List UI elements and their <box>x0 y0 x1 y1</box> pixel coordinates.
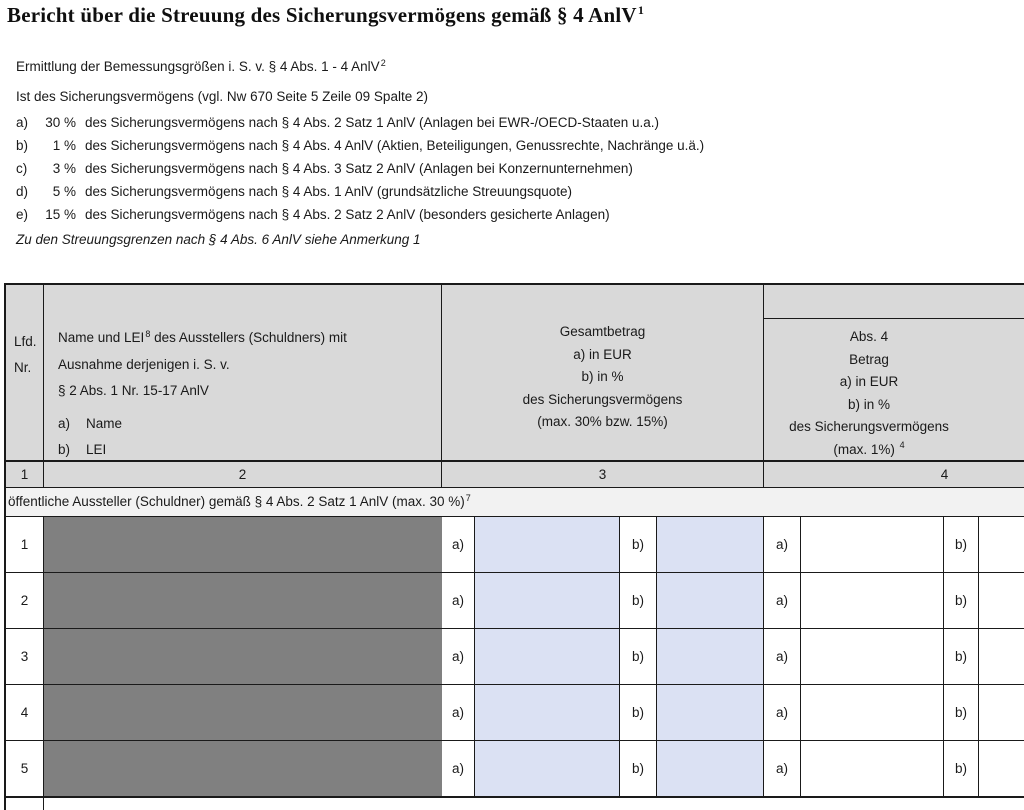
label-b: b) <box>944 517 979 572</box>
footnote-marker-8: 8 <box>145 328 151 339</box>
row-number: 3 <box>6 629 44 684</box>
row-2-total-eur-field[interactable] <box>475 573 620 628</box>
row-1-total-eur-field[interactable] <box>475 517 620 572</box>
row-number-cell <box>6 798 44 810</box>
label-a: a) <box>442 517 475 572</box>
header-line <box>58 325 441 352</box>
header-line: des Sicherungsvermögens <box>789 419 949 434</box>
header-sub-item-a <box>58 411 441 438</box>
label-a: a) <box>764 685 801 740</box>
header-line: a) in EUR <box>573 346 632 362</box>
header-line: § 2 Abs. 1 Nr. 15-17 AnlV <box>58 383 209 398</box>
row-3-abs4-pct-field[interactable] <box>979 629 1024 684</box>
row-2-abs4-eur-field[interactable] <box>801 573 944 628</box>
sub-item-label: b) <box>58 442 71 457</box>
row-1-abs4-eur-field[interactable] <box>801 517 944 572</box>
criteria-item-c <box>16 157 704 180</box>
row-3-total-eur-field[interactable] <box>475 629 620 684</box>
col-number-3: 3 <box>442 462 764 488</box>
item-label: e) <box>16 206 29 222</box>
item-percentage: 1 % <box>52 137 76 153</box>
page-title-text: Bericht über die Streuung des Sicherungsvermögens gemäß § 4 AnlV <box>7 3 637 27</box>
row-number: 4 <box>6 685 44 740</box>
intro-block <box>16 57 704 250</box>
table-row-4 <box>6 685 1024 741</box>
item-percentage: 15 % <box>45 206 76 222</box>
label-b: b) <box>944 573 979 628</box>
row-1-total-pct-field[interactable] <box>657 517 764 572</box>
row-4-total-pct-field[interactable] <box>657 685 764 740</box>
col-number-2: 2 <box>44 462 442 488</box>
item-percentage: 5 % <box>52 183 76 199</box>
table-body <box>6 517 1024 810</box>
item-label: d) <box>16 183 29 199</box>
row-1-abs4-pct-field[interactable] <box>979 517 1024 572</box>
row-5-total-pct-field[interactable] <box>657 741 764 796</box>
footnote-marker-2: 2 <box>380 57 386 68</box>
footnote-marker-4: 4 <box>899 440 905 450</box>
sub-item-text: LEI <box>86 442 107 457</box>
label-b: b) <box>620 573 657 628</box>
col-header-gesamtbetrag <box>442 285 764 460</box>
col-header-abs4 <box>764 319 1024 460</box>
header-line: Betrag <box>849 351 889 367</box>
header-line: des Sicherungsvermögens <box>522 391 683 407</box>
item-text: des Sicherungsvermögens nach § 4 Abs. 1 AnlV (grundsätzliche Streuungsquote) <box>85 183 573 199</box>
label-b: b) <box>944 741 979 796</box>
item-label: a) <box>16 114 29 130</box>
header-line: Lfd. <box>14 334 37 349</box>
label-a: a) <box>442 573 475 628</box>
label-a: a) <box>764 573 801 628</box>
footnote-reference: Zu den Streuungsgrenzen nach § 4 Abs. 6 AnlV siehe Anmerkung 1 <box>16 232 421 247</box>
item-label: b) <box>16 137 29 153</box>
header-line: Ausnahme derjenigen i. S. v. <box>58 356 230 372</box>
label-b: b) <box>620 741 657 796</box>
row-2-abs4-pct-field[interactable] <box>979 573 1024 628</box>
header-line: b) in % <box>581 369 624 384</box>
label-b: b) <box>944 629 979 684</box>
header-line: b) in % <box>847 396 891 412</box>
section-label: öffentliche Aussteller (Schuldner) gemäß § 4 Abs. 2 Satz 1 AnlV (max. 30 %) <box>8 494 465 509</box>
row-5-abs4-pct-field[interactable] <box>979 741 1024 796</box>
label-a: a) <box>764 741 801 796</box>
item-text: des Sicherungsvermögens nach § 4 Abs. 3 Satz 2 AnlV (Anlagen bei Konzernunternehmen) <box>85 160 633 176</box>
row-5-abs4-eur-field[interactable] <box>801 741 944 796</box>
table-row-5 <box>6 741 1024 798</box>
row-4-abs4-eur-field[interactable] <box>801 685 944 740</box>
subtitle-text: Ermittlung der Bemessungsgrößen i. S. v. § 4 Abs. 1 - 4 AnlV <box>16 59 380 74</box>
row-3-abs4-eur-field[interactable] <box>801 629 944 684</box>
col-number-4: 4 <box>764 462 1024 488</box>
criteria-item-b <box>16 134 704 157</box>
row-4-total-eur-field[interactable] <box>475 685 620 740</box>
row-3-total-pct-field[interactable] <box>657 629 764 684</box>
header-text: (max. 1%) <box>833 441 895 457</box>
sub-item-text: Name <box>86 415 123 431</box>
label-a: a) <box>442 741 475 796</box>
item-text: des Sicherungsvermögens nach § 4 Abs. 2 Satz 2 AnlV (besonders gesicherte Anlagen) <box>85 206 610 222</box>
row-number: 5 <box>6 741 44 796</box>
criteria-item-d <box>16 180 704 203</box>
item-text: des Sicherungsvermögens nach § 4 Abs. 4 AnlV (Aktien, Beteiligungen, Genussrechte, Nachränge u.ä.) <box>85 137 705 153</box>
section-band <box>6 488 1024 517</box>
subtitle <box>16 57 704 77</box>
ab-divider <box>44 573 442 628</box>
ab-divider <box>44 685 442 740</box>
item-text: des Sicherungsvermögens nach § 4 Abs. 2 Satz 1 AnlV (Anlagen bei EWR-/OECD-Staaten u.a.) <box>85 114 660 130</box>
col-header-abs4-top-band <box>764 285 1024 319</box>
footnote-marker-1: 1 <box>637 3 645 17</box>
header-line: Nr. <box>14 360 32 375</box>
sub-item-label: a) <box>58 415 71 431</box>
label-a: a) <box>764 517 801 572</box>
row-2-total-pct-field[interactable] <box>657 573 764 628</box>
criteria-item-e <box>16 203 704 226</box>
item-percentage: 3 % <box>52 160 76 176</box>
label-b: b) <box>620 517 657 572</box>
row-5-total-eur-field[interactable] <box>475 741 620 796</box>
label-b: b) <box>620 685 657 740</box>
distribution-table <box>4 283 1024 810</box>
table-row-6-partial <box>6 798 1024 810</box>
table-row-1 <box>6 517 1024 573</box>
ab-divider <box>44 517 442 572</box>
label-b: b) <box>620 629 657 684</box>
label-a: a) <box>764 629 801 684</box>
table-row-3 <box>6 629 1024 685</box>
row-number: 2 <box>6 573 44 628</box>
table-row-2 <box>6 573 1024 629</box>
col-header-lfd-nr <box>6 285 44 460</box>
col-number-1: 1 <box>6 462 44 488</box>
row-number: 1 <box>6 517 44 572</box>
header-text: Name und LEI <box>58 330 145 345</box>
label-a: a) <box>442 629 475 684</box>
criteria-item-a <box>16 111 704 134</box>
col-header-name-lei <box>44 285 442 460</box>
item-percentage: 30 % <box>45 114 76 130</box>
header-line: (max. 30% bzw. 15%) <box>537 414 668 429</box>
item-label: c) <box>16 160 28 176</box>
header-line: Gesamtbetrag <box>559 324 646 339</box>
header-line: a) in EUR <box>839 374 899 389</box>
row-4-abs4-pct-field[interactable] <box>979 685 1024 740</box>
ab-divider <box>44 741 442 796</box>
header-line <box>764 439 974 462</box>
label-b: b) <box>944 685 979 740</box>
header-line: Abs. 4 <box>849 329 889 344</box>
page-title <box>7 3 644 28</box>
ab-divider <box>44 629 442 684</box>
footnote-marker-7: 7 <box>465 492 471 503</box>
asset-base-line: Ist des Sicherungsvermögens (vgl. Nw 670 Seite 5 Zeile 09 Spalte 2) <box>16 89 428 104</box>
label-a: a) <box>442 685 475 740</box>
header-text: des Ausstellers (Schuldners) mit <box>150 330 347 345</box>
